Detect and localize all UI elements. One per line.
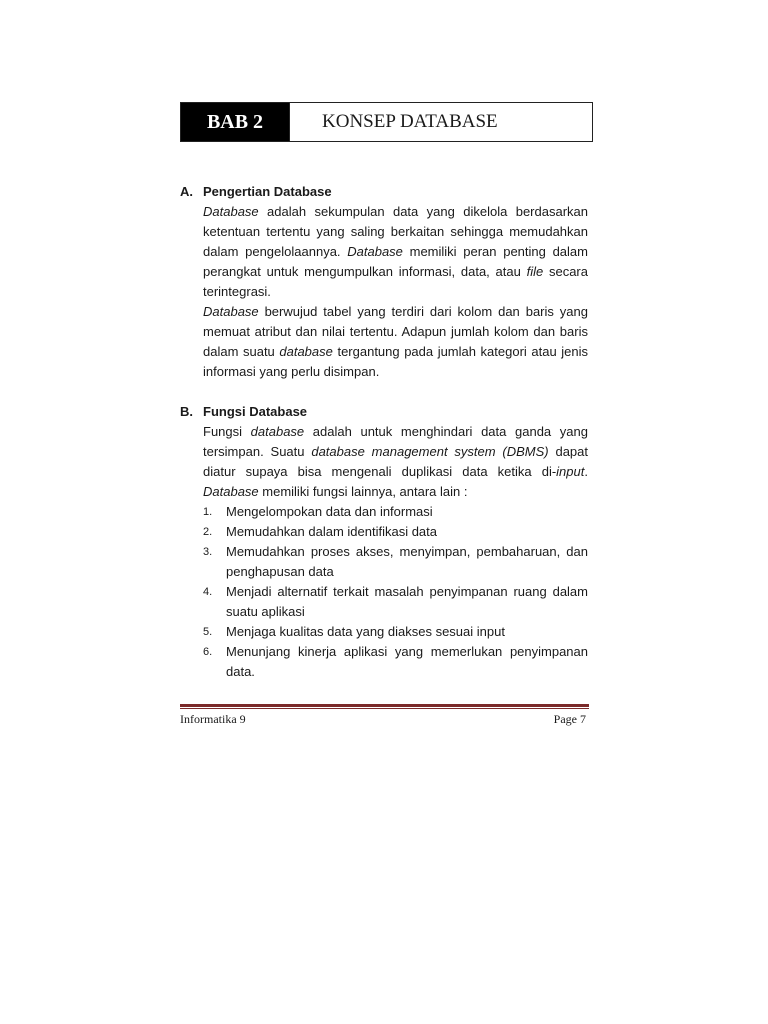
list-text: Menjadi alternatif terkait masalah penyimpanan ruang dalam suatu aplikasi [226, 584, 588, 619]
list-number: 3. [203, 546, 213, 558]
text-run: Database [203, 484, 259, 499]
list-item [203, 642, 588, 682]
section-b-paragraph-1 [203, 422, 588, 502]
list-item [203, 622, 588, 642]
text-run: adalah untuk menghindari data ganda yang tersimpan. Suatu [203, 424, 588, 459]
text-run: file [526, 264, 544, 279]
chapter-title: KONSEP DATABASE [322, 111, 498, 132]
footer-rule-thin [180, 708, 589, 709]
section-b-letter: B. [180, 404, 193, 419]
text-run: Fungsi [203, 424, 251, 439]
list-text: Menunjang kinerja aplikasi yang memerlukan penyimpanan data. [226, 644, 588, 679]
text-run: adalah sekumpulan data yang dikelola berdasarkan ketentuan tertentu yang saling berkaitan sehingga memudahkan dalam pengelolaannya. [203, 204, 588, 259]
section-b-heading [180, 402, 588, 422]
list-text: Memudahkan proses akses, menyimpan, pembaharuan, dan penghapusan data [226, 544, 588, 579]
section-a [180, 182, 588, 382]
list-item [203, 542, 588, 582]
section-a-heading [180, 182, 588, 202]
text-run: memiliki peran penting dalam perangkat untuk mengumpulkan informasi, data, atau [203, 244, 588, 279]
footer-rule-thick [180, 704, 589, 707]
section-a-title: Pengertian Database [203, 184, 332, 199]
text-run: Database [347, 244, 403, 259]
list-text: Mengelompokan data dan informasi [226, 504, 433, 519]
function-list [203, 502, 588, 682]
list-number: 6. [203, 646, 213, 658]
section-a-letter: A. [180, 184, 193, 199]
footer-page-number: Page 7 [553, 712, 586, 726]
text-run: database [279, 344, 333, 359]
list-item [203, 582, 588, 622]
list-number: 2. [203, 526, 213, 538]
text-run: memiliki fungsi lainnya, antara lain : [258, 484, 468, 499]
text-run: database [250, 424, 305, 439]
section-a-paragraph-2 [203, 302, 588, 382]
text-run: tergantung pada jumlah kategori atau jenis informasi yang perlu disimpan. [203, 344, 588, 379]
text-run: Database [203, 204, 259, 219]
section-b-title: Fungsi Database [203, 404, 308, 419]
text-run: dapat diatur supaya bisa mengenali duplikasi data ketika di- [203, 444, 588, 479]
text-run: database management system (DBMS) [311, 444, 549, 459]
list-item [203, 522, 588, 542]
section-a-paragraph-1 [203, 202, 588, 302]
list-text: Menjaga kualitas data yang diakses sesuai input [226, 624, 505, 639]
list-number: 5. [203, 626, 213, 638]
list-number: 1. [203, 506, 213, 518]
section-b [180, 402, 588, 682]
list-number: 4. [203, 586, 213, 598]
chapter-number: BAB 2 [181, 103, 290, 141]
chapter-header [180, 102, 593, 142]
text-run: . [584, 464, 588, 479]
text-run: secara terintegrasi. [203, 264, 588, 299]
footer-book-title: Informatika 9 [180, 712, 246, 726]
list-item [203, 502, 588, 522]
text-run: berwujud tabel yang terdiri dari kolom dan baris yang memuat atribut dan nilai tertentu. Adapun jumlah kolom dan baris dalam suatu [203, 304, 588, 359]
text-run: Database [203, 304, 259, 319]
list-text: Memudahkan dalam identifikasi data [226, 524, 438, 539]
text-run: input [556, 464, 585, 479]
